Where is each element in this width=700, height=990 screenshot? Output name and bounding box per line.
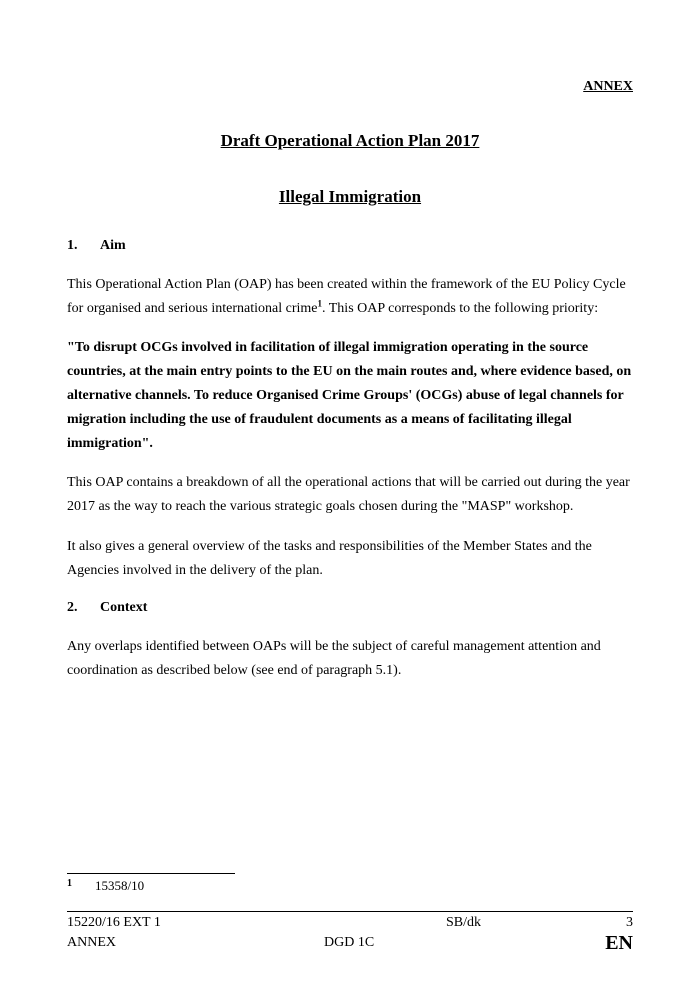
section-heading-context (67, 600, 147, 616)
footnote-divider (67, 873, 235, 874)
footer-initials: SB/dk (446, 915, 482, 930)
priority-statement: "To disrupt OCGs involved in facilitation of illegal immigration operating in the source countries, at the main entry points to the EU on the main routes and, where evidence based, on alternative channels. To reduce Organised Crime Groups' (OCGs) abuse of legal channels for migration including the use of fraudulent documents as a means of facilitating illegal immigration". (67, 340, 632, 451)
page-subtitle: Illegal Immigration (278, 187, 422, 206)
footer-doc-ref: 15220/16 EXT 1 (67, 915, 161, 930)
footnote-ref[interactable]: 1 (317, 298, 322, 309)
section-number: 2. (67, 600, 78, 615)
aim-p1-text-end: . This OAP corresponds to the following priority: (322, 301, 599, 316)
annex-label: ANNEX (583, 79, 633, 94)
footnote-text: 15358/10 (95, 878, 145, 893)
footnote (67, 878, 144, 894)
footer-annex: ANNEX (67, 935, 116, 950)
footnote-mark: 1 (67, 878, 72, 889)
section-title: Aim (100, 238, 126, 253)
footer-language: EN (605, 932, 633, 954)
aim-paragraph-3: This OAP contains a breakdown of all the operational actions that will be carried out during the year 2017 as the way to reach the various strategic goals chosen during the "MASP" workshop. (67, 475, 630, 514)
aim-paragraph-4: It also gives a general overview of the tasks and responsibilities of the Member States and the Agencies involved in the delivery of the plan. (67, 539, 592, 578)
footer-dept: DGD 1C (324, 935, 375, 950)
page-title: Draft Operational Action Plan 2017 (220, 131, 480, 150)
context-paragraph-1: Any overlaps identified between OAPs will be the subject of careful management attention and coordination as described below (see end of paragraph 5.1). (67, 639, 601, 678)
section-heading-aim (67, 238, 126, 254)
aim-p1-text: This Operational Action Plan (OAP) has been created within the framework of the EU Policy Cycle for organised and serious international crime (67, 277, 626, 316)
section-number: 1. (67, 238, 78, 253)
aim-paragraph-1 (67, 273, 637, 321)
footer-divider (67, 911, 633, 912)
section-title: Context (100, 600, 148, 615)
footer-page-number: 3 (626, 915, 633, 930)
